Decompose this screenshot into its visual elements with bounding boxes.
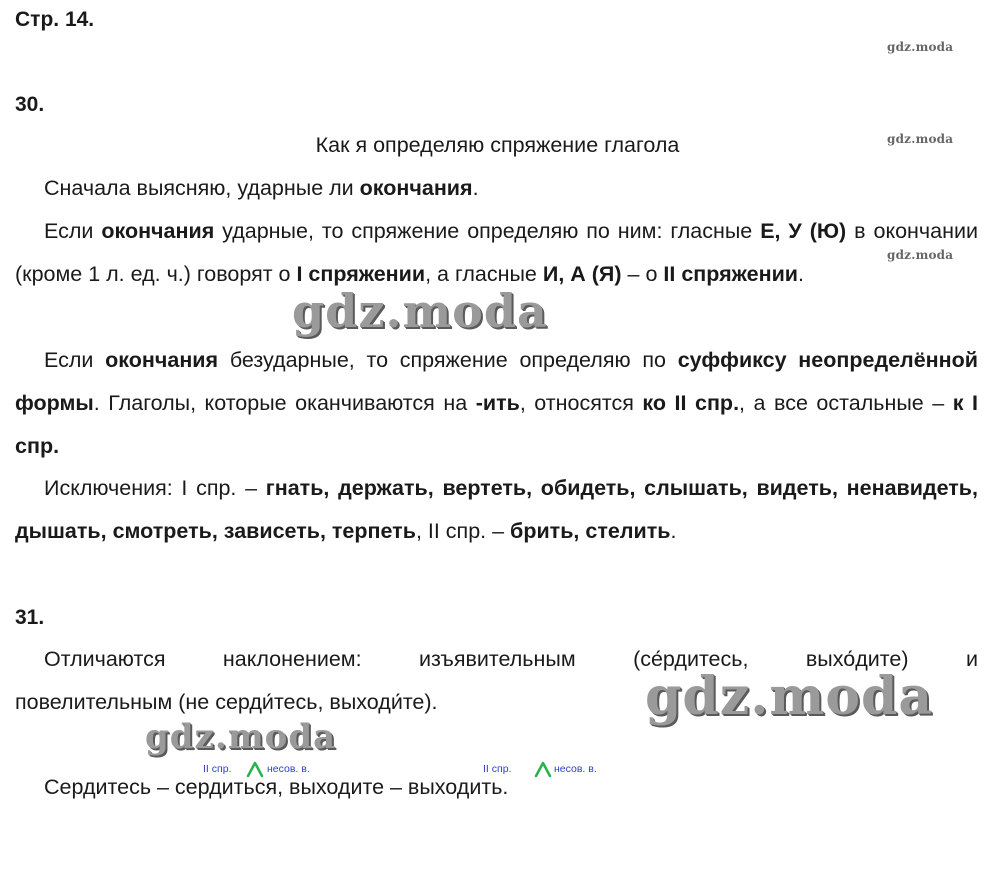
task-30-paragraph-4: Исключения: I спр. – гнать, держать, вертеть, обидеть, слышать, видеть, ненавидеть, дышать, смотреть, зависеть, терпеть, II спр. – брить, стелить.: [15, 476, 979, 543]
check-mark-icon: [534, 760, 552, 778]
task-31-paragraph-1-line-1: Отличаются наклонением: изъявительным (се́рдитесь, выхо́дите) и: [44, 647, 978, 671]
task-31-number: 31.: [15, 606, 45, 629]
watermark-medium: gdz.moda: [145, 717, 337, 757]
task-30-number: 30.: [15, 93, 45, 116]
watermark-small: gdz.moda: [887, 248, 954, 262]
watermark-large: gdz.moda: [645, 666, 934, 727]
conjugation-annotation: II спр.: [483, 763, 512, 775]
aspect-annotation: несов. в.: [267, 763, 310, 775]
task-30-paragraph-1: Сначала выясняю, ударные ли окончания.: [44, 176, 479, 200]
task-31-paragraph-2: Сердитесь – сердиться, выходите – выходить.: [44, 775, 509, 799]
task-30-paragraph-3: Если окончания безударные, то спряжение определяю по суффиксу неопределённой формы. Глаголы, которые оканчиваются на -ить, относятся ко II спр., а все остальные – к I спр.: [15, 348, 978, 458]
task-30-paragraph-2: Если окончания ударные, то спряжение определяю по ним: гласные Е, У (Ю) в окончании (кроме 1 л. ед. ч.) говорят о I спряжении, а гласные И, А (Я) – о II спряжении.: [15, 219, 978, 286]
task-31-paragraph-1-line-2: повелительным (не серди́тесь, выходи́те).: [15, 690, 438, 714]
conjugation-annotation: II спр.: [203, 763, 232, 775]
watermark-large: gdz.moda: [292, 284, 548, 338]
page-number-header: Стр. 14.: [15, 8, 95, 31]
aspect-annotation: несов. в.: [554, 763, 597, 775]
task-30-title: Как я определяю спряжение глагола: [315, 133, 680, 157]
watermark-small: gdz.moda: [887, 40, 954, 54]
watermark-small: gdz.moda: [887, 132, 954, 146]
